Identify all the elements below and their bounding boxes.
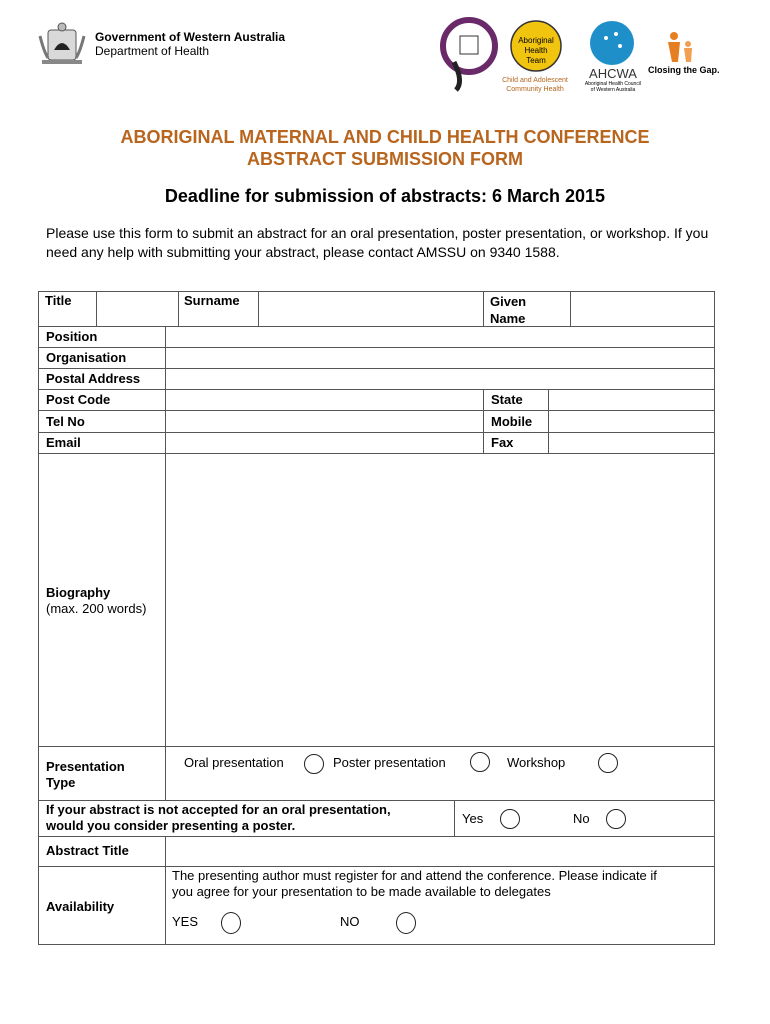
state-input[interactable] bbox=[549, 390, 714, 410]
organisation-input[interactable] bbox=[166, 348, 714, 368]
ahcwa-subtitle-1: Aboriginal Health Council bbox=[584, 81, 642, 87]
ahcwa-text: AHCWA bbox=[589, 66, 637, 81]
biography-textarea[interactable] bbox=[166, 454, 714, 746]
biography-note: (max. 200 words) bbox=[46, 601, 147, 616]
mobile-input[interactable] bbox=[549, 411, 714, 432]
given-name-label-line1: Given bbox=[490, 294, 527, 309]
poster-question-line1: If your abstract is not accepted for an oral presentation, bbox=[46, 802, 391, 817]
presentation-type-label-line2: Type bbox=[46, 775, 76, 790]
wa-government-crest-logo bbox=[36, 22, 88, 66]
abstract-title-input[interactable] bbox=[166, 837, 714, 866]
womens-newborn-health-logo bbox=[434, 16, 504, 92]
poster-yes-radio[interactable] bbox=[500, 809, 520, 829]
deadline-text: Deadline for submission of abstracts: 6 March 2015 bbox=[164, 186, 606, 206]
form-title: ABSTRACT SUBMISSION FORM bbox=[247, 149, 523, 169]
poster-question-line2: would you consider presenting a poster. bbox=[46, 818, 296, 833]
tel-label: Tel No bbox=[46, 414, 85, 429]
availability-yes-label: YES bbox=[172, 914, 199, 929]
organisation-label: Organisation bbox=[46, 350, 127, 365]
availability-text-line1: The presenting author must register for and attend the conference. Please indicate if bbox=[172, 868, 657, 883]
department-name: Department of Health bbox=[95, 44, 210, 58]
mobile-label: Mobile bbox=[491, 414, 533, 429]
position-input[interactable] bbox=[166, 327, 714, 347]
availability-no-radio[interactable] bbox=[396, 912, 416, 934]
aboriginal-health-team-logo bbox=[508, 20, 564, 72]
availability-yes-radio[interactable] bbox=[221, 912, 241, 934]
workshop-label: Workshop bbox=[507, 755, 566, 770]
tel-input[interactable] bbox=[166, 411, 482, 432]
oral-presentation-label: Oral presentation bbox=[184, 755, 284, 770]
state-label: State bbox=[491, 392, 523, 407]
given-name-input[interactable] bbox=[571, 292, 713, 325]
surname-input[interactable] bbox=[259, 292, 482, 325]
postal-address-input[interactable] bbox=[166, 369, 714, 389]
poster-presentation-radio[interactable] bbox=[470, 752, 490, 772]
title-label: Title bbox=[45, 293, 72, 308]
poster-presentation-label: Poster presentation bbox=[333, 755, 446, 770]
postal-address-label: Postal Address bbox=[46, 371, 141, 386]
email-label: Email bbox=[46, 435, 81, 450]
abstract-title-label: Abstract Title bbox=[46, 843, 129, 858]
post-code-label: Post Code bbox=[46, 392, 111, 407]
email-input[interactable] bbox=[166, 433, 482, 453]
conference-title: ABORIGINAL MATERNAL AND CHILD HEALTH CONFERENCE bbox=[120, 127, 650, 147]
intro-paragraph: Please use this form to submit an abstract for an oral presentation, poster presentation, or workshop. If you need any help with submitting your abstract, please contact AMSSU on 9340 1588. bbox=[46, 225, 709, 260]
oral-presentation-radio[interactable] bbox=[304, 754, 324, 774]
given-name-label-line2: Name bbox=[490, 311, 526, 326]
availability-no-label: NO bbox=[340, 914, 360, 929]
post-code-input[interactable] bbox=[166, 390, 482, 410]
closing-the-gap-text: Closing the Gap. bbox=[648, 65, 720, 75]
presentation-type-label-line1: Presentation bbox=[46, 759, 125, 774]
community-health-text: Community Health bbox=[506, 86, 564, 93]
workshop-radio[interactable] bbox=[598, 753, 618, 773]
biography-label: Biography bbox=[46, 585, 111, 600]
fax-input[interactable] bbox=[549, 433, 714, 453]
poster-yes-label: Yes bbox=[462, 811, 484, 826]
ahcwa-logo bbox=[586, 20, 638, 66]
position-label: Position bbox=[46, 329, 98, 344]
surname-label: Surname bbox=[184, 293, 240, 308]
aboriginal-health-team-text: Aboriginal Health Team bbox=[518, 36, 554, 65]
availability-label: Availability bbox=[46, 899, 115, 914]
closing-the-gap-logo bbox=[660, 30, 700, 64]
availability-text-line2: you agree for your presentation to be made available to delegates bbox=[172, 884, 551, 899]
poster-no-label: No bbox=[573, 811, 590, 826]
ahcwa-subtitle-2: of Western Australia bbox=[590, 87, 636, 93]
title-input[interactable] bbox=[97, 292, 177, 325]
child-adolescent-text: Child and Adolescent bbox=[502, 77, 568, 84]
poster-no-radio[interactable] bbox=[606, 809, 626, 829]
fax-label: Fax bbox=[491, 435, 514, 450]
government-name: Government of Western Australia bbox=[95, 30, 286, 44]
